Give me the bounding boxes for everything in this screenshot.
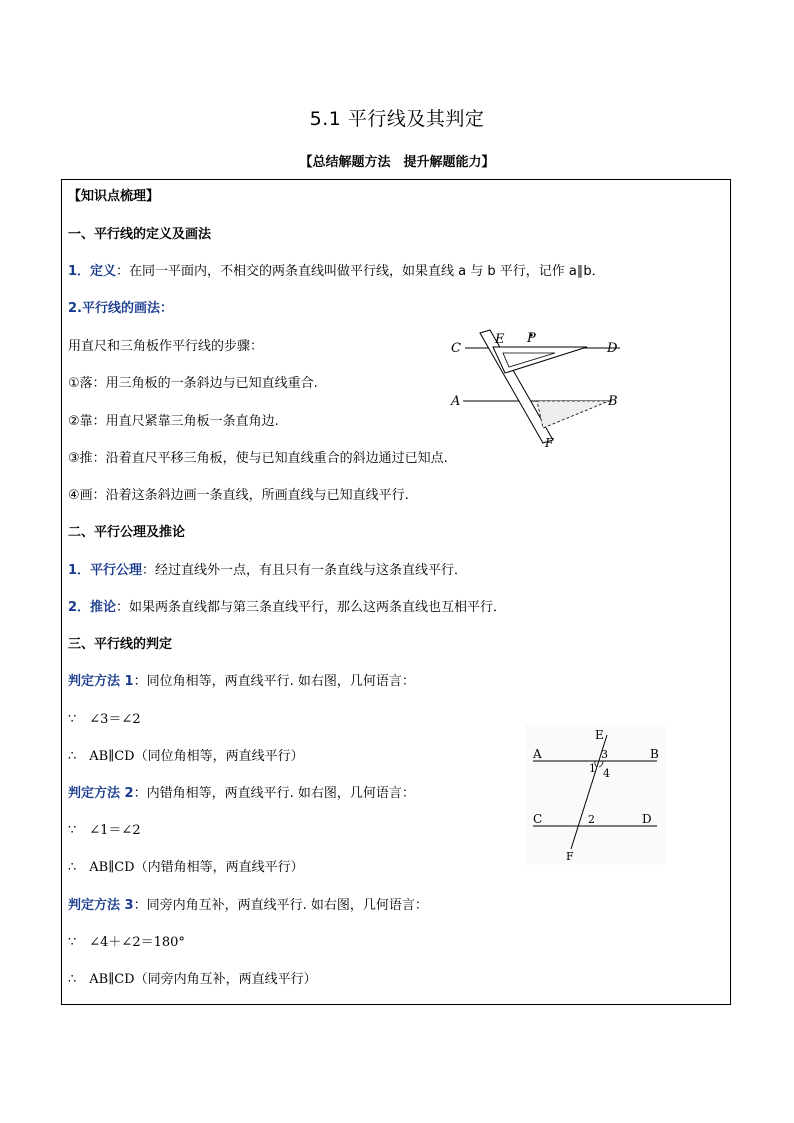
- method-3-line: [68, 897, 428, 915]
- method-2-text: ：内错角相等，两直线平行. 如右图，几何语言：: [133, 786, 415, 801]
- corollary-text: ：如果两条直线都与第三条直线平行，那么这两条直线也互相平行．: [116, 600, 507, 615]
- method-1-therefore: ∴ AB∥CD（同位角相等，两直线平行）: [68, 749, 304, 764]
- axiom-line: [68, 562, 467, 580]
- definition-text: ：在同一平面内，不相交的两条直线叫做平行线，如果直线 a 与 b 平行，记作 a∥b．: [116, 264, 605, 279]
- axiom-text: ：经过直线外一点，有且只有一条直线与这条直线平行．: [142, 563, 468, 578]
- method-1-label: 判定方法 1: [68, 674, 134, 689]
- fig2-label-c: C: [533, 812, 543, 826]
- step-2: ②靠：用直尺紧靠三角板一条直角边.: [68, 414, 279, 429]
- heading-criteria: 三、平行线的判定: [68, 637, 173, 652]
- method-1-text: ：同位角相等，两直线平行. 如右图，几何语言：: [133, 674, 415, 689]
- fig2-label-4: 4: [603, 767, 610, 780]
- axiom-label: 1．平行公理: [68, 563, 143, 578]
- fig2-label-3: 3: [601, 748, 608, 761]
- fig1-label-e: E: [495, 332, 505, 347]
- fig2-label-d: D: [642, 812, 652, 826]
- fig2-label-2: 2: [588, 813, 595, 826]
- definition-label: 1．定义: [68, 264, 117, 279]
- figure-ruler-triangle: [445, 325, 635, 450]
- method-2-label: 判定方法 2: [68, 786, 134, 801]
- step-3: ③推：沿着直尺平移三角板，使与已知直线重合的斜边通过已知点.: [68, 451, 448, 466]
- fig2-label-f: F: [566, 850, 574, 863]
- method-2-because: ∵ ∠1＝∠2: [68, 823, 141, 838]
- method-3-because: ∵ ∠4＋∠2＝180°: [68, 935, 185, 950]
- fig1-label-b: B: [608, 394, 618, 409]
- fig1-label-f: F: [545, 436, 554, 450]
- drawing-method-label: 2.平行线的画法：: [68, 301, 173, 316]
- definition-line: [68, 263, 605, 281]
- heading-definition-drawing: 一、平行线的定义及画法: [68, 227, 212, 242]
- fig2-label-a: A: [533, 747, 542, 761]
- method-2-therefore: ∴ AB∥CD（内错角相等，两直线平行）: [68, 860, 304, 875]
- fig1-label-c: C: [451, 341, 461, 356]
- corollary-label: 2．推论: [68, 600, 117, 615]
- fig2-label-1: 1: [589, 762, 596, 775]
- fig2-label-b: B: [650, 747, 659, 761]
- figure-transversal: [525, 725, 665, 865]
- method-3-therefore: ∴ AB∥CD（同旁内角互补，两直线平行）: [68, 972, 317, 987]
- page-subtitle: 【总结解题方法 提升解题能力】: [299, 155, 495, 170]
- method-3-label: 判定方法 3: [68, 898, 134, 913]
- method-1-because: ∵ ∠3＝∠2: [68, 712, 141, 727]
- method-2-line: [68, 785, 415, 803]
- fig1-label-d: D: [607, 341, 618, 356]
- page-title: 5.1 平行线及其判定: [309, 108, 485, 130]
- fig1-label-a: A: [451, 394, 461, 409]
- method-1-line: [68, 673, 415, 691]
- corollary-line: [68, 599, 506, 617]
- heading-axiom: 二、平行公理及推论: [68, 525, 186, 540]
- fig1-label-p: P: [527, 331, 536, 346]
- section-header: 【知识点梳理】: [68, 189, 160, 204]
- step-1: ①落：用三角板的一条斜边与已知直线重合.: [68, 376, 318, 391]
- method-3-text: ：同旁内角互补，两直线平行. 如右图，几何语言：: [133, 898, 428, 913]
- step-4: ④画：沿着这条斜边画一条直线，所画直线与已知直线平行.: [68, 488, 409, 503]
- drawing-steps-intro: 用直尺和三角板作平行线的步骤：: [68, 339, 264, 354]
- fig2-label-e: E: [595, 728, 604, 742]
